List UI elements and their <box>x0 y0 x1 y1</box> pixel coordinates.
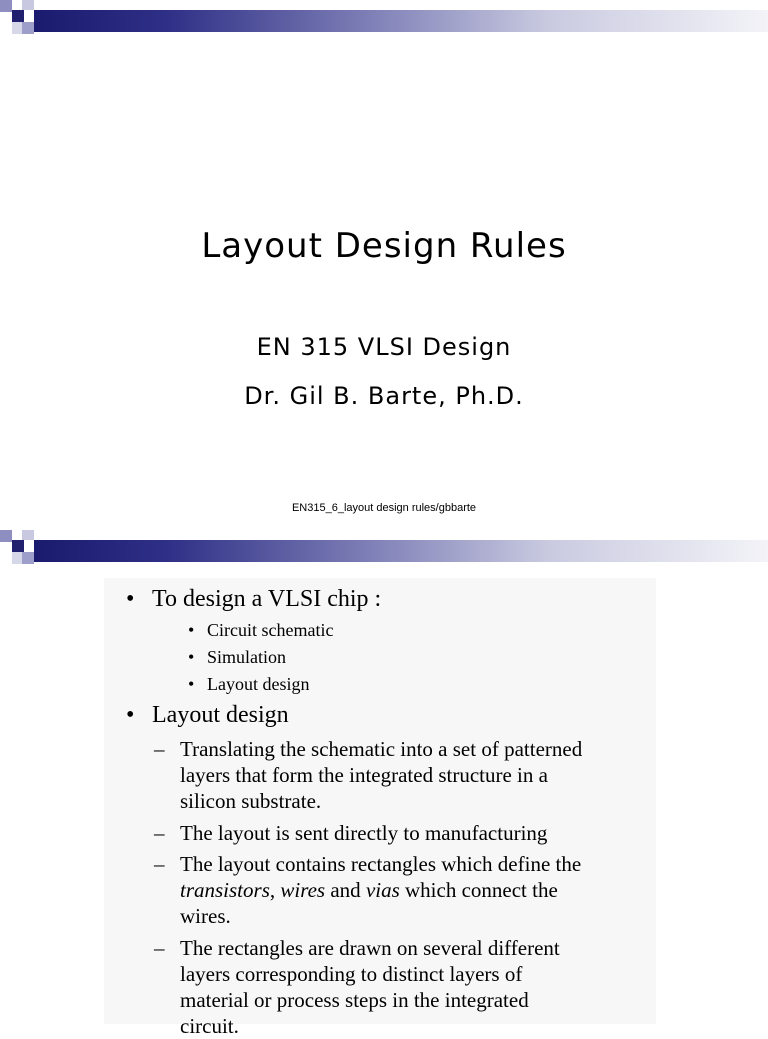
dash-marker: – <box>154 936 165 960</box>
slide-footer: EN315_6_layout design rules/gbbarte <box>291 502 477 514</box>
course-name: EN 315 VLSI Design <box>256 333 512 361</box>
header-square <box>22 0 34 10</box>
dash-marker: – <box>154 821 165 845</box>
header-square <box>0 530 12 542</box>
connector-text: which connect the <box>399 878 558 902</box>
header-square <box>22 22 34 34</box>
dash-text-line: circuit. <box>180 1014 239 1038</box>
header-square <box>22 530 34 540</box>
sub-bullet-text: Simulation <box>207 647 287 667</box>
sub-bullet-text: Layout design <box>207 674 310 694</box>
bullet-marker: • <box>126 702 135 728</box>
header-square <box>0 0 12 12</box>
header-square <box>12 540 24 552</box>
slide-content <box>104 578 656 1038</box>
sub-bullet-text: Circuit schematic <box>207 620 334 640</box>
dash-text-line: layers that form the integrated structure in a <box>180 763 548 787</box>
header-gradient-bar <box>34 540 768 562</box>
bullet-text: Layout design <box>152 702 289 728</box>
dash-marker: – <box>154 852 165 876</box>
bullet-marker: • <box>188 620 195 640</box>
dash-text-line: Translating the schematic into a set of patterned <box>180 737 583 761</box>
dash-text-line <box>180 877 660 903</box>
header-gradient-bar <box>34 10 768 32</box>
italic-term: vias <box>365 878 400 902</box>
header-square <box>12 552 22 564</box>
header-square <box>12 22 22 34</box>
author-name: Dr. Gil B. Barte, Ph.D. <box>244 382 524 410</box>
italic-term: wires <box>280 878 326 902</box>
dash-text-line: The layout is sent directly to manufacturing <box>180 821 548 845</box>
dash-text-line: The rectangles are drawn on several different <box>180 936 560 960</box>
separator-text: , <box>269 878 281 902</box>
slide-title: Layout Design Rules <box>201 226 567 266</box>
dash-text-line: material or process steps in the integrated <box>180 988 529 1012</box>
dash-marker: – <box>154 737 165 761</box>
content-slide <box>0 530 768 1038</box>
header-square <box>12 10 24 22</box>
dash-text-line: layers corresponding to distinct layers of <box>180 962 523 986</box>
connector-text: and <box>325 878 366 902</box>
slide-header-decoration <box>0 0 768 46</box>
dash-text-line: silicon substrate. <box>180 789 322 813</box>
italic-term: transistors <box>180 878 270 902</box>
bullet-marker: • <box>188 647 195 667</box>
slide-header-decoration <box>0 530 768 576</box>
dash-text-line: wires. <box>180 904 231 928</box>
dash-text-line: The layout contains rectangles which define the <box>180 852 582 876</box>
header-square <box>22 552 34 564</box>
bullet-text: To design a VLSI chip : <box>152 586 382 612</box>
bullet-marker: • <box>188 674 195 694</box>
bullet-marker: • <box>126 586 135 612</box>
